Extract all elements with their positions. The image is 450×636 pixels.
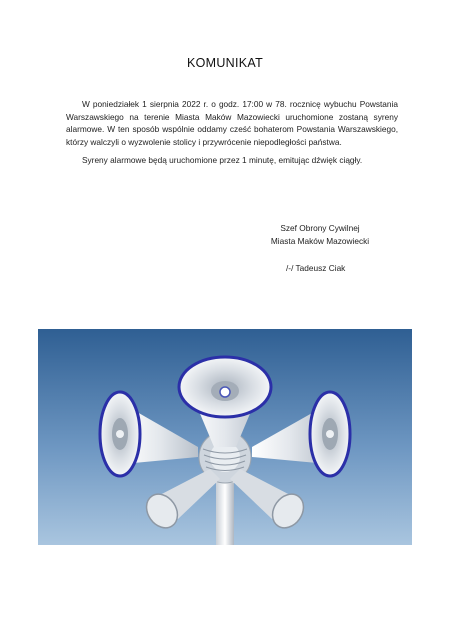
siren-illustration [38, 329, 412, 545]
paragraph-2: Syreny alarmowe będą uruchomione przez 1 minutę, emitując dźwięk ciągły. [82, 155, 363, 166]
announcement-body [66, 98, 398, 167]
paragraph-1: W poniedziałek 1 sierpnia 2022 r. o godz. 17:00 w 78. rocznicę wybuchu Powstania Warszawskiego na terenie Miasta Maków Mazowiecki uruchomione zostaną syreny alarmowe. W ten sposób wspólnie oddamy cześć bohaterom Powstania Warszawskiego, którzy walczyli o wyzwolenie stolicy i przywrócenie niepodległości państwa. [66, 99, 398, 147]
pole [216, 479, 234, 545]
document-title: KOMUNIKAT [186, 56, 264, 70]
signature-line-2: Miasta Maków Mazowiecki [270, 236, 370, 246]
signature-name: /-/ Tadeusz Ciak [286, 263, 346, 273]
signature-block [240, 222, 400, 275]
signature-line-1: Szef Obrony Cywilnej [280, 223, 360, 233]
siren-horns-photo [38, 329, 412, 545]
